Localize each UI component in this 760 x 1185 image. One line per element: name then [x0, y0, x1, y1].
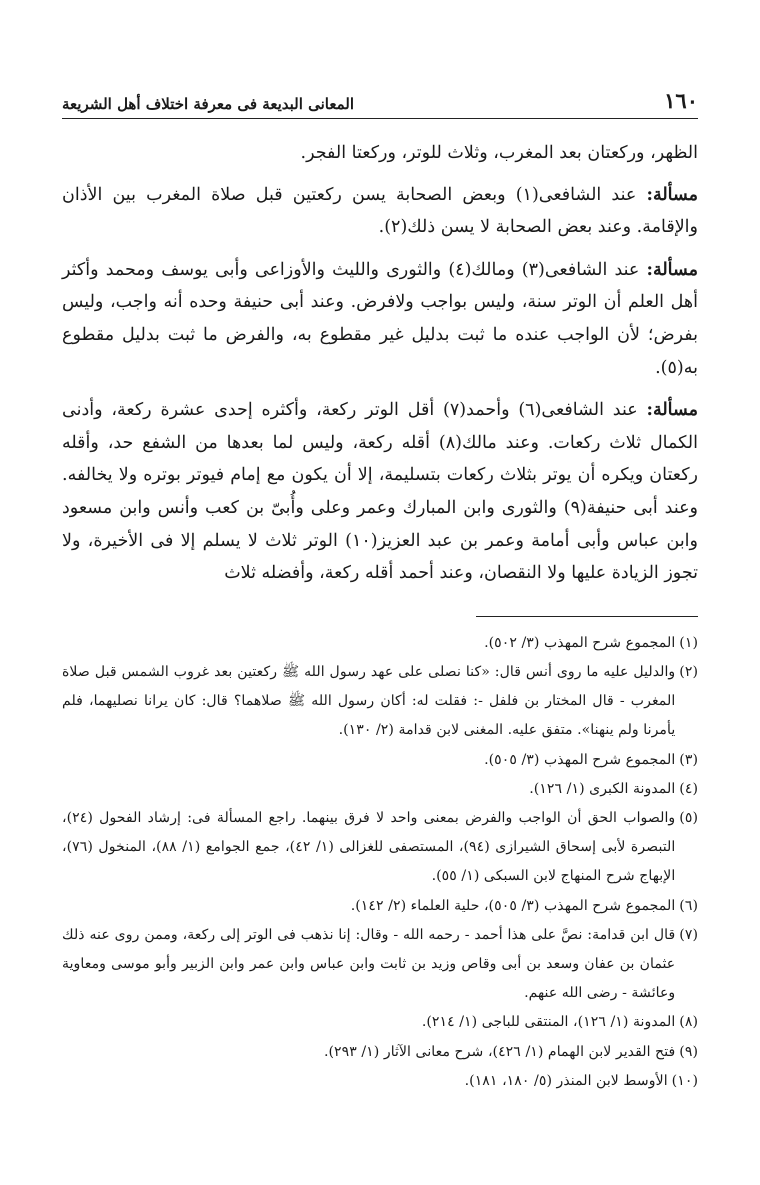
- paragraph: [62, 179, 698, 244]
- running-title: المعانى البديعة فى معرفة اختلاف أهل الشريعة: [62, 95, 355, 113]
- page-header: [62, 88, 698, 119]
- footnote-number: (٥): [679, 809, 698, 826]
- footnote-text: والصواب الحق أن الواجب والفرض بمعنى واحد لا فرق بينهما. راجع المسألة فى: إرشاد الفحول (٢٤)، التبصرة لأبى إسحاق الشيرازى (٩٤)، المستصفى للغزالى (١/ ٤٢)، جمع الجوامع (١/ ٨٨)، المنخول (٧٦)، الإبهاج شرح المنهاج لابن السبكى (١/ ٥٥).: [62, 809, 676, 885]
- footnote: [62, 1067, 698, 1096]
- footnote-number: (٨): [679, 1014, 698, 1031]
- footnote-text: قال ابن قدامة: نصَّ على هذا أحمد - رحمه الله - وقال: إنا نذهب فى الوتر إلى ركعة، وممن روى عنه ذلك عثمان بن عفان وسعد بن أبى وقاص وزيد بن ثابت وابن عباس وابن عمر وابن الزبير وأبو موسى ومعاوية وعائشة - رضى الله عنهم.: [62, 926, 676, 1002]
- paragraph: [62, 394, 698, 590]
- footnote-number: (٩): [679, 1043, 698, 1060]
- footnote: [62, 775, 698, 804]
- paragraph-text: عند الشافعى(٣) ومالك(٤) والثورى والليث والأوزاعى وأبى يوسف ومحمد وأكثر أهل العلم أن الوتر سنة، وليس بواجب ولافرض. وعند أبى حنيفة وحده أنه واجب، وليس بفرض؛ لأن الواجب عنده ما ثبت بدليل غير مقطوع به، والفرض ما ثبت بدليل مقطوع به(٥).: [62, 259, 698, 378]
- footnote-text: المدونة (١/ ١٢٦)، المنتقى للباجى (١/ ٢١٤).: [421, 1014, 676, 1031]
- footnote-number: (١٠): [671, 1072, 698, 1089]
- footnote-number: (٢): [679, 663, 698, 680]
- footnote-number: (٧): [679, 926, 698, 943]
- page-number: ١٦٠: [664, 88, 698, 113]
- footnote-text: المجموع شرح المهذب (٣/ ٥٠٢).: [484, 634, 676, 651]
- footnote: [62, 804, 698, 892]
- paragraph: [62, 137, 698, 170]
- footnote: [62, 629, 698, 658]
- footnote: [62, 1008, 698, 1037]
- issue-label: مسألة:: [646, 259, 698, 280]
- footnote-number: (١): [679, 634, 698, 651]
- footnote: [62, 658, 698, 746]
- issue-label: مسألة:: [646, 400, 698, 421]
- book-page: [62, 88, 698, 1096]
- footnote-text: فتح القدير لابن الهمام (١/ ٤٢٦)، شرح معانى الآثار (١/ ٢٩٣).: [323, 1043, 676, 1060]
- issue-label: مسألة:: [646, 184, 698, 205]
- paragraph-text: عند الشافعى(١) وبعض الصحابة يسن ركعتين قبل صلاة المغرب بين الأذان والإقامة. وعند بعض الصحابة لا يسن ذلك(٢).: [62, 184, 698, 238]
- footnote-text: المدونة الكبرى (١/ ١٢٦).: [529, 780, 676, 797]
- paragraph: [62, 254, 698, 384]
- footnote-text: المجموع شرح المهذب (٣/ ٥٠٥).: [484, 751, 676, 768]
- footnotes: [62, 629, 698, 1096]
- footnote-number: (٤): [679, 780, 698, 797]
- paragraph-text: عند الشافعى(٦) وأحمد(٧) أقل الوتر ركعة، وأكثره إحدى عشرة ركعة، وأدنى الكمال ثلاث ركعات. وعند مالك(٨) أقله ركعة، وليس لما بعدها من الشفع حد، وأقله ركعتان ويكره أن يوتر بثلاث ركعات بتسليمة، إلا أن يكون مع إمام فيوتر بوتره ولا يخالفه. وعند أبى حنيفة(٩) والثورى وابن المبارك وعمر وعلى وأُبىّ بن كعب وأنس وابن مسعود وابن عباس وأبى أمامة وعمر بن عبد العزيز(١٠) الوتر ثلاث لا يسلم إلا فى الأخيرة، ولا تجوز الزيادة عليها ولا النقصان، وعند أحمد أقله ركعة، وأفضله ثلاث: [62, 400, 698, 584]
- footnote: [62, 892, 698, 921]
- footnote-text: والدليل عليه ما روى أنس قال: «كنا نصلى على عهد رسول الله ﷺ ركعتين بعد غروب الشمس قبل صلاة المغرب - قال المختار بن فلفل -: فقلت له: أكان رسول الله ﷺ صلاهما؟ قال: كان يرانا نصليهما، فلم يأمرنا ولم ينهنا». متفق عليه. المغنى لابن قدامة (٢/ ١٣٠).: [62, 663, 676, 739]
- footnote-number: (٣): [679, 751, 698, 768]
- footnote-text: الأوسط لابن المنذر (٥/ ١٨٠، ١٨١).: [464, 1072, 668, 1089]
- footnote: [62, 921, 698, 1009]
- main-text: [62, 137, 698, 590]
- footnote: [62, 1038, 698, 1067]
- footnote-text: المجموع شرح المهذب (٣/ ٥٠٥)، حلية العلماء (٢/ ١٤٢).: [350, 897, 676, 914]
- footnote-number: (٦): [679, 897, 698, 914]
- footnote: [62, 746, 698, 775]
- paragraph-text: الظهر، وركعتان بعد المغرب، وثلاث للوتر، وركعتا الفجر.: [300, 143, 698, 163]
- footnote-separator: [476, 616, 698, 617]
